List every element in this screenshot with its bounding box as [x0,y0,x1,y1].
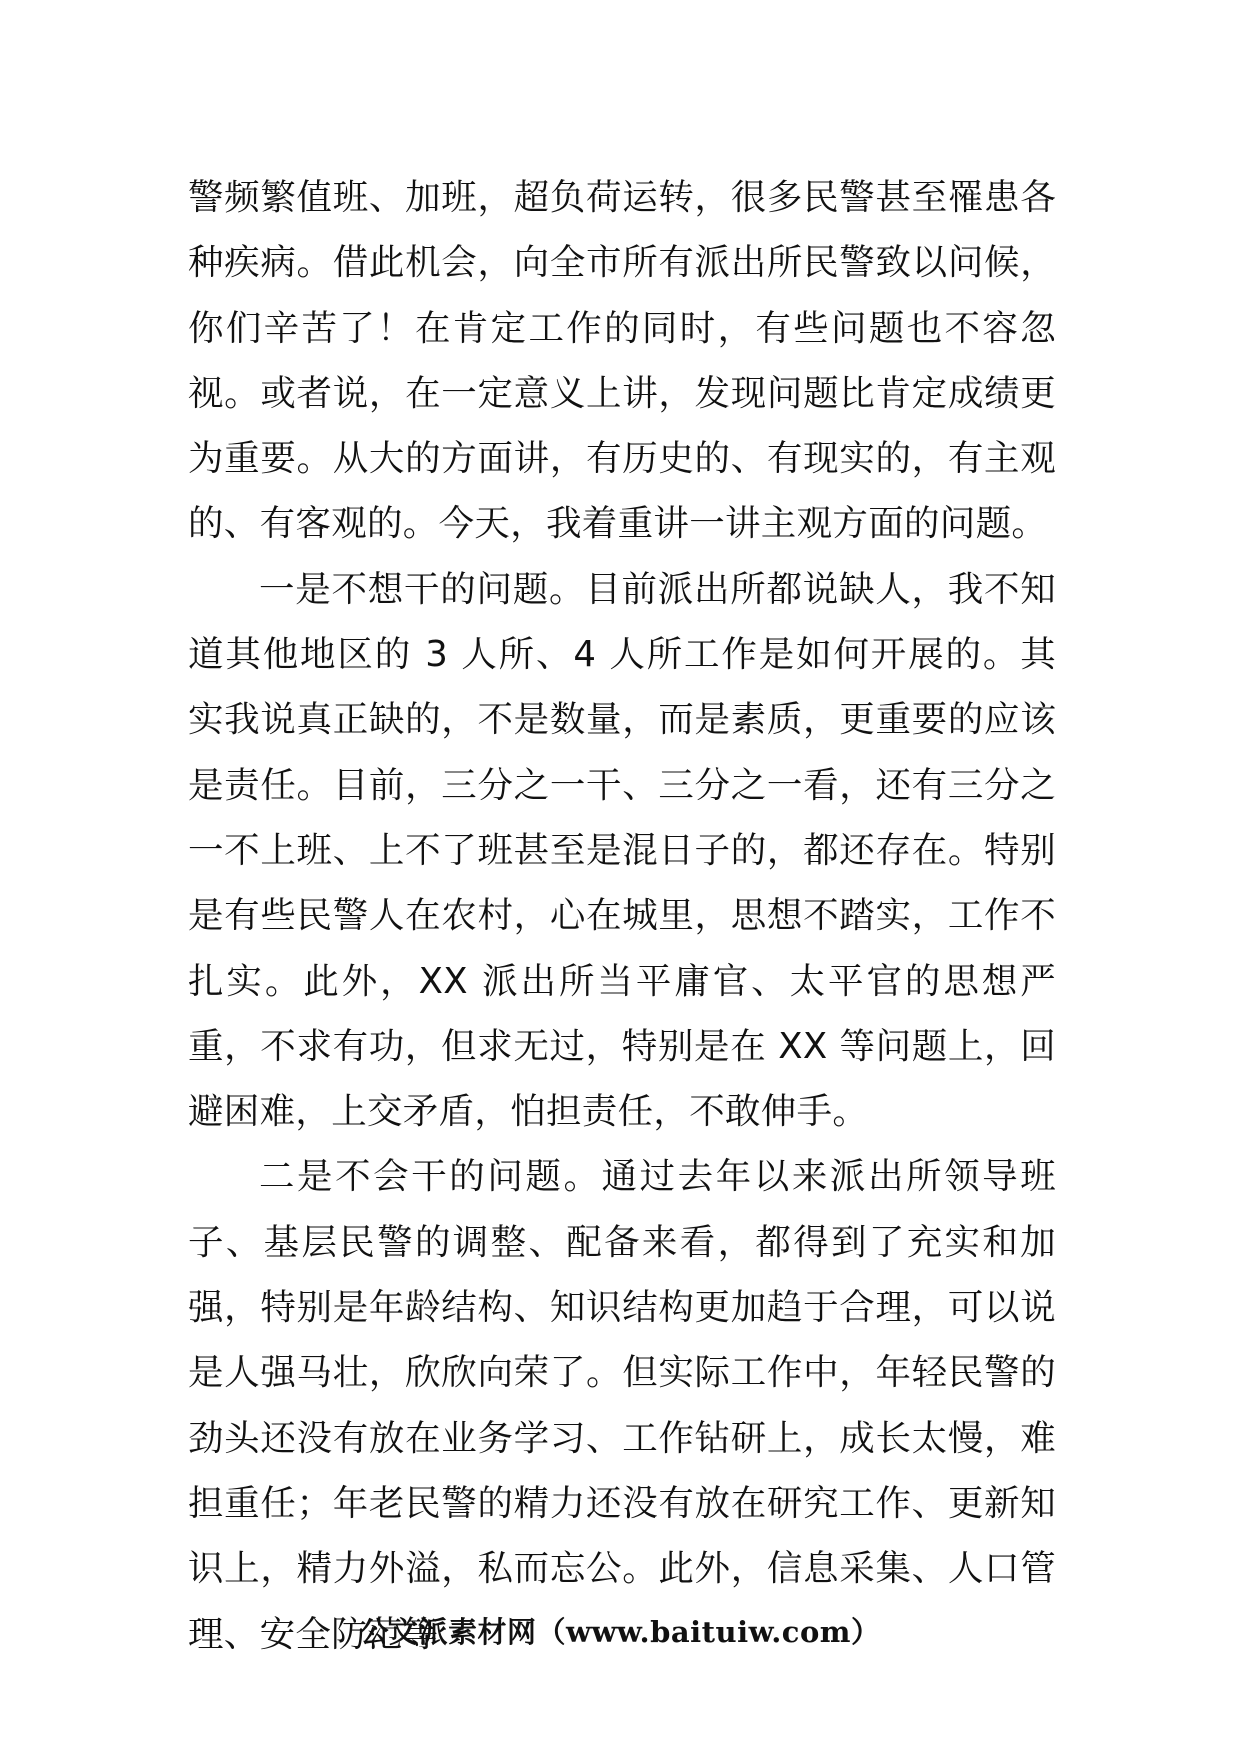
page-footer-watermark: 公文派素材网（www.baituiw.com） [359,1615,881,1649]
document-body [188,165,1056,1667]
paragraph-second-issue: 二是不会干的问题。通过去年以来派出所领导班子、基层民警的调整、配备来看，都得到了充实和加强，特别是年龄结构、知识结构更加趋于合理，可以说是人强马壮，欣欣向荣了。但实际工作中，年轻民警的劲头还没有放在业务学习、工作钻研上，成长太慢，难担重任；年老民警的精力还没有放在研究工作、更新知识上，精力外溢，私而忘公。此外，信息采集、人口管理、安全防范等 [188,1156,1056,1655]
paragraph-first-issue: 一是不想干的问题。目前派出所都说缺人，我不知道其他地区的 3 人所、4 人所工作是如何开展的。其实我说真正缺的，不是数量，而是素质，更重要的应该是责任。目前，三分之一干、三分之一看，还有三分之一不上班、上不了班甚至是混日子的，都还存在。特别是有些民警人在农村，心在城里，思想不踏实，工作不扎实。此外，XX 派出所当平庸官、太平官的思想严重，不求有功，但求无过，特别是在 XX 等问题上，回避困难，上交矛盾，怕担责任，不敢伸手。 [188,568,1056,1133]
paragraph-continued: 警频繁值班、加班，超负荷运转，很多民警甚至罹患各种疾病。借此机会，向全市所有派出所民警致以问候，你们辛苦了！在肯定工作的同时，有些问题也不容忽视。或者说，在一定意义上讲，发现问题比肯定成绩更为重要。从大的方面讲，有历史的、有现实的，有主观的、有客观的。今天，我着重讲一讲主观方面的问题。 [188,177,1056,545]
